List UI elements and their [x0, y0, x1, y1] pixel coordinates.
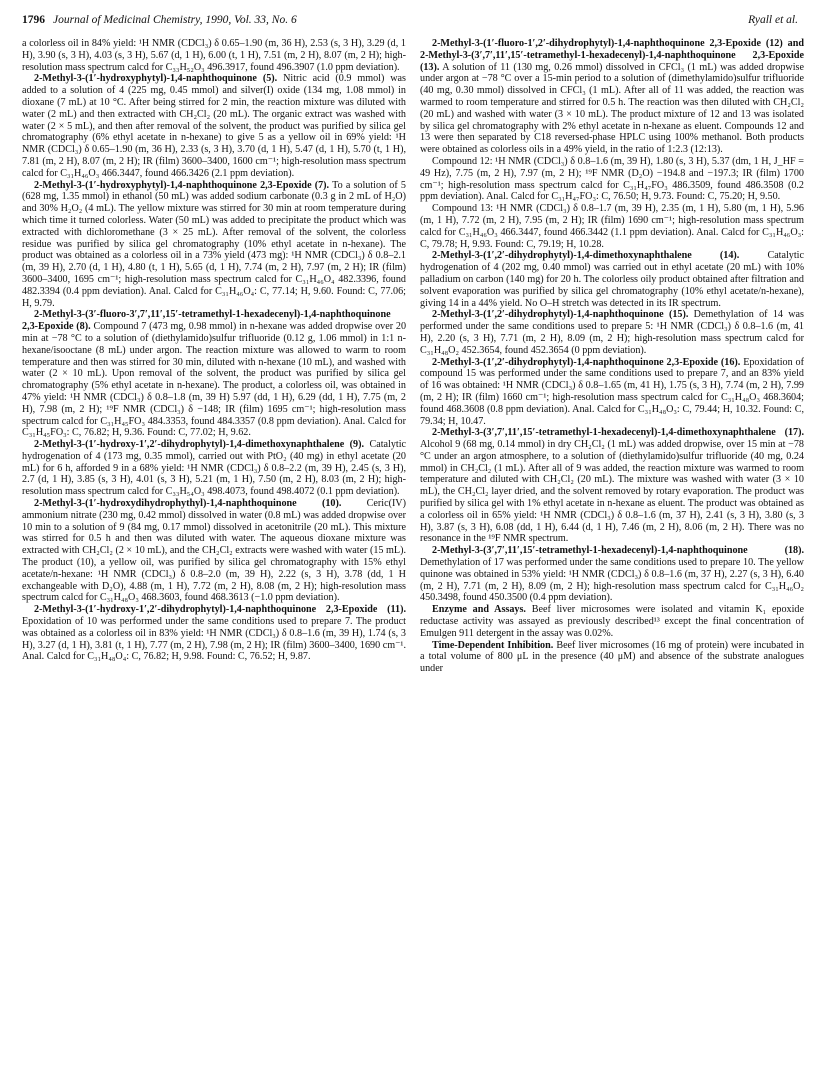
paragraph-title: 2-Methyl-3-(1′-hydroxyphytyl)-1,4-naphthoquinone 2,3-Epoxide (7). — [34, 179, 330, 191]
paragraph — [22, 439, 406, 498]
paragraph — [22, 180, 406, 310]
paragraph-title: 2-Methyl-3-(1′-hydroxy-1′,2′-dihydrophytyl)-1,4-dimethoxynaphthalene (9). — [34, 439, 365, 451]
paragraph-title: 2-Methyl-3-(3′-fluoro-3′,7′,11′,15′-tetramethyl-1-hexadecenyl)-1,4-naphthoquinone 2,3-Epoxide (8). — [22, 309, 391, 333]
paragraph — [420, 156, 804, 203]
journal-citation: Journal of Medicinal Chemistry, 1990, Vol. 33, No. 6 — [53, 14, 297, 26]
header-author: Ryall et al. — [748, 14, 798, 26]
paragraph — [420, 250, 804, 309]
paragraph — [420, 38, 804, 156]
left-column — [22, 38, 406, 663]
paragraph — [420, 604, 804, 639]
paragraph-title: 2-Methyl-3-(1′-hydroxyphytyl)-1,4-naphthoquinone (5). — [34, 73, 278, 85]
paragraph-title: Enzyme and Assays. — [432, 604, 526, 616]
paragraph-text: To a solution of 5 (628 mg, 1.35 mmol) in ethanol (50 mL) was added sodium carbonate (0.3 g in 2 mL of H₂O) and 30% H₂O₂ (4 mL). The yellow mixture was stirred for 30 min at room temperature during which time it turned colorless. Water (50 mL) was added to precipitate the product which was extracted with dichloromethane (3 × 25 mL). After removal of the solvent, the colorless residue was purified by silica gel chromatography (10% ethyl acetate in n-hexane). The product was obtained as a colorless oil in a 73% yield (473 mg): ¹H NMR (CDCl₃) δ 0.8–2.1 (m, 39 H), 2.70 (d, 1 H), 4.80 (t, 1 H), 5.65 (d, 1 H), 7.74 (m, 2 H), 7.97 (m, 2 H); IR (film) 3600–3400, 1695 cm⁻¹; high-resolution mass spectrum calcd for C₃₁H₄₆O₄ 482.3396, found 482.3394 (0.4 ppm deviation). Anal. Calcd for C₃₁H₄₆O₄: C, 77.14; H, 9.60. Found: C, 77.06; H, 9.79. — [22, 179, 406, 309]
paragraph — [420, 309, 804, 356]
paragraph — [22, 38, 406, 73]
paragraph-text: Nitric acid (0.9 mmol) was added to a solution of 4 (225 mg, 0.45 mmol) and silver(I) oxide (134 mg, 1.08 mmol) in dioxane (7 mL) at 10 °C. After being stirred for 2 min, the reaction mixture was diluted with water (2 mL) and then extracted with CH₂Cl₂ (20 mL). The organic extract was washed with water (2 × 5 mL), and then after removal of the solvent, the product was purified by silica gel chromatography (6% ethyl acetate in n-hexane) to give 5 as a yellow oil in 69% yield: ¹H NMR (CDCl₃) δ 0.65–1.90 (m, 36 H), 2.33 (s, 3 H), 3.70 (d, 1 H), 5.47 (d, 1 H), 5.70 (t, 1 H), 7.81 (m, 2 H), 8.07 (m, 2 H); IR (film) 3600–3400, 1600 cm⁻¹; high-resolution mass spectrum calcd for C₃₁H₄₆O₃ 466.3447, found 466.3426 (2.1 ppm deviation). — [22, 73, 406, 179]
paragraph-text: Alcohol 9 (68 mg, 0.14 mmol) in dry CH₂Cl₂ (1 mL) was added dropwise, over 15 min at −78 °C under an argon atmosphere, to a solution of (diethylamido)sulfur trifluoride (40 mg, 0.24 mmol) in CH₂Cl₂ (1 mL). After all of 9 was added, the reaction mixture was warmed to room temperature and diluted with CH₂Cl₂ (20 mL). The mixture was washed with water (3 × 10 mL), the CH₂Cl₂ layer dried, and the solvent removed by rotary evaporation. The product was purified by silica gel with 1% ethyl acetate in n-hexane as eluent. The product was obtained as a colorless oil in 65% yield: ¹H NMR (CDCl₃) δ 0.8–1.6 (m, 37 H), 2.41 (s, 3 H), 3.80 (s, 3 H), 3.87 (s, 3 H), 6.08 (dd, 1 H), 6.44 (d, 1 H), 7.46 (m, 2 H), 8.06 (m, 2 H). There was no resonance in the ¹⁹F NMR spectrum. — [420, 439, 804, 545]
page-number: 1796 — [22, 14, 45, 26]
paragraph-text: a colorless oil in 84% yield: ¹H NMR (CDCl₃) δ 0.65–1.90 (m, 36 H), 2.53 (s, 3 H), 3.29 (d, 1 H), 3.90 (s, 3 H), 4.03 (s, 3 H), 5.67 (d, 1 H), 6.00 (t, 1 H), 7.51 (m, 2 H), 8.07 (m, 2 H); high-resolution mass spectrum calcd for C₃₃H₅₂O₃ 496.3917, found 496.3907 (1.0 ppm deviation). — [22, 38, 406, 73]
paragraph-text: Ceric(IV) ammonium nitrate (230 mg, 0.42 mmol) dissolved in water (0.8 mL) was added dropwise over 10 min to a solution of 9 (84 mg, 0.17 mmol) dissolved in acetonitrile (20 mL). This mixture was stirred for 0.5 h and then was diluted with water. The aqueous dioxane mixture was extracted with CH₂Cl₂ (2 × 10 mL), and the CH₂Cl₂ extracts were washed with water (15 mL). The product (10), a yellow oil, was purified by silica gel chromatography with 15% ethyl acetate/n-hexane: ¹H NMR (CDCl₃) δ 0.8–2.0 (m, 39 H), 2.22 (s, 3 H), 3.78 (dd, 1 H exchangeable with D₂O), 4.88 (m, 1 H), 7.72 (m, 2 H), 8.08 (m, 2 H); high-resolution mass spectrum calcd for C₃₁H₄₈O₃ 468.3603, found 468.3613 (−1.0 ppm deviation). — [22, 498, 406, 604]
paragraph-text: Epoxidation of 10 was performed under the same conditions used to prepare 7. The product was obtained as a colorless oil in 83% yield: ¹H NMR (CDCl₃) δ 0.8–1.6 (m, 39 H), 1.74 (s, 3 H), 3.27 (d, 1 H), 3.81 (t, 1 H), 7.77 (m, 2 H), 7.98 (m, 2 H); IR (film) 3600–3400, 1690 cm⁻¹. Anal. Calcd for C₃₁H₄₈O₄: C, 76.82; H, 9.98. Found: C, 76.52; H, 9.87. — [22, 616, 406, 663]
paragraph-title: 2-Methyl-3-(1′,2′-dihydrophytyl)-1,4-naphthoquinone 2,3-Epoxide (16). — [432, 356, 741, 368]
paragraph — [420, 427, 804, 545]
paragraph-title: 2-Methyl-3-(1′-hydroxydihydrophythyl)-1,4-naphthoquinone (10). — [34, 498, 342, 510]
paragraph-title: 2-Methyl-3-(1′,2′-dihydrophytyl)-1,4-dimethoxynaphthalene (14). — [432, 250, 740, 262]
paragraph-text: Demethylation of 17 was performed under the same conditions used to prepare 10. The yellow quinone was obtained in 53% yield: ¹H NMR (CDCl₃) δ 0.8–1.6 (m, 37 H), 2.27 (s, 3 H), 6.40 (m, 2 H), 7.71 (m, 2 H), 8.09 (m, 2 H); high-resolution mass spectrum calcd for C₃₁H₄₆O₂ 450.3498, found 450.3500 (0.4 ppm deviation). — [420, 557, 804, 604]
paragraph-title: 2-Methyl-3-(1′,2′-dihydrophytyl)-1,4-naphthoquinone (15). — [432, 309, 689, 321]
paragraph — [420, 357, 804, 428]
paragraph-title: Time-Dependent Inhibition. — [432, 639, 554, 651]
paragraph — [22, 309, 406, 439]
paragraph — [22, 604, 406, 663]
paragraph-title: 2-Methyl-3-(3′,7′,11′,15′-tetramethyl-1-hexadecenyl)-1,4-dimethoxynaphthalene (17). — [432, 427, 804, 439]
paragraph — [22, 73, 406, 179]
paragraph — [22, 498, 406, 604]
paragraph-text: Epoxidation of compound 15 was performed under the same conditions used to prepare 7, and an 83% yield of 16 was obtained: ¹H NMR (CDCl₃) δ 0.8–1.65 (m, 41 H), 1.75 (s, 3 H), 7.74 (m, 2 H), 7.99 (m, 2 H); IR (film) 1660 cm⁻¹; high-resolution mass spectrum calcd for C₃₁H₄₈O₃ 468.3604; found 468.3608 (0.8 ppm deviation). Anal. Calcd for C₃₁H₄₈O₃: C, 79.44; H, 10.32. Found: C, 79.34; H, 10.47. — [420, 356, 804, 427]
paragraph-text: Demethylation of 14 was performed under the same conditions used to prepare 5: ¹H NMR (CDCl₃) δ 0.8–1.6 (m, 41 H), 2.20 (s, 3 H), 7.71 (m, 2 H), 8.09 (m, 2 H); high-resolution mass spectrum calcd for C₃₁H₄₈O₂ 452.3654, found 452.3654 (0 ppm deviation). — [420, 309, 804, 356]
paragraph-title: 2-Methyl-3-(1′-fluoro-1′,2′-dihydrophytyl)-1,4-naphthoquinone 2,3-Epoxide (12) and 2-Methyl-3-(3′,7′,11′,15′-tetramethyl-1-hexadecenyl)-1,4-naphthoquinone 2,3-Epoxide (13). — [420, 38, 804, 73]
paragraph-title: 2-Methyl-3-(1′-hydroxy-1′,2′-dihydrophytyl)-1,4-naphthoquinone 2,3-Epoxide (11). — [34, 604, 406, 616]
paragraph-text: Catalytic hydrogenation of 4 (202 mg, 0.40 mmol) was carried out in ethyl acetate (20 mL) with 10% palladium on carbon (140 mg) for 20 h. The colorless oily product obtained after filtration and solvent evaporation was purified by silica gel chromatography (10% ethyl acetate/n-hexane), giving 14 in a 44% yield. No O–H stretch was detected in its IR spectrum. — [420, 250, 804, 309]
paragraph — [420, 203, 804, 250]
page-header — [22, 14, 798, 32]
paragraph-text: Beef liver microsomes (16 mg of protein) were incubated in a total volume of 800 μL in the presence (40 μM) and absence of the substrate analogues under — [420, 639, 805, 675]
paragraph-text: A solution of 11 (130 mg, 0.26 mmol) dissolved in CFCl₃ (1 mL) was added dropwise under argon at −78 °C over a 15-min period to a solution of (dimethylamido)sulfur trifluoride (40 mg, 0.30 mmol) dissolved in CFCl₃ (1 mL). After all of 11 was added, the reaction was warmed to room temperature and stirred for 0.5 h. The reaction was then diluted with CH₂Cl₂ (20 mL) and washed with water (3 × 10 mL). The product mixture of 12 and 13 was isolated by silica gel chromatography with 2% ethyl acetate in n-hexane as eluent. Compounds 12 and 13 were then separated by C18 reversed-phase HPLC using 100% methanol. Both products were obtained as colorless oils in a 49% yield, in the ratio of 1:2.3 (12:13). — [420, 61, 804, 156]
paragraph-text: Catalytic hydrogenation of 4 (173 mg, 0.35 mmol), carried out with PtO₂ (40 mg) in ethyl acetate (20 mL) for 6 h, afforded 9 in a 68% yield: ¹H NMR (CDCl₃) δ 0.8–2.2 (m, 39 H), 2.45 (s, 3 H), 2.7 (d, 1 H), 3.85 (s, 3 H), 4.01 (s, 3 H), 5.21 (m, 1 H), 7.50 (m, 2 H), 8.03 (m, 2 H); high-resolution mass spectrum calcd for C₃₃H₅₄O₃ 498.4073, found 498.4072 (0.1 ppm deviation). — [22, 439, 407, 498]
header-left — [22, 14, 297, 26]
paragraph-text: Compound 13: ¹H NMR (CDCl₃) δ 0.8–1.7 (m, 39 H), 2.35 (m, 1 H), 5.80 (m, 1 H), 5.96 (m, 1 H), 7.72 (m, 2 H), 7.95 (m, 2 H); IR (film) 1690 cm⁻¹; high-resolution mass spectrum calcd for C₃₁H₄₆O₃ 466.3447, found 466.3442 (1.1 ppm deviation). Anal. Calcd for C₃₁H₄₆O₃: C, 79.78; H, 9.93. Found: C, 79.19; H, 10.28. — [420, 203, 804, 250]
paragraph — [420, 640, 804, 675]
paragraph-title: 2-Methyl-3-(3′,7′,11′,15′-tetramethyl-1-hexadecenyl)-1,4-naphthoquinone (18). — [432, 545, 804, 557]
paragraph — [420, 545, 804, 604]
paragraph-text: Compound 7 (473 mg, 0.98 mmol) in n-hexane was added dropwise over 20 min at −78 °C to a solution of (diethylamido)sulfur trifluoride (0.12 g, 1.06 mmol) in 1:1 n-hexane/isooctane (8 mL) under argon. The reaction mixture was allowed to warm to room temperature and then was stirred for 30 min, diluted with n-hexane (10 mL), and washed with water (2 × 10 mL). Upon removal of the solvent, the product was purified by silica gel chromatography (5% ethyl acetate in n-hexane). The product, a colorless oil, was obtained in 47% yield: ¹H NMR (CDCl₃) δ 0.8–1.8 (m, 39 H) 5.97 (dd, 1 H), 6.29 (dd, 1 H), 7.75 (m, 2 H), 7.98 (m, 2 H); ¹⁹F NMR (CDCl₃) δ −148; IR (film) 1695 cm⁻¹; high-resolution mass spectrum calcd for C₃₁H₄₅FO₃ 484.3353, found 484.3357 (0.8 ppm deviation). Anal. Calcd for C₃₁H₄₅FO₃: C, 76.82; H, 9.36. Found: C, 77.02; H, 9.62. — [22, 321, 407, 439]
paragraph-text: Beef liver microsomes were isolated and vitamin K₁ epoxide reductase activity was assayed as previously described¹³ except the final concentration of Emulgen 911 detergent in the assay was 0.02%. — [420, 604, 804, 639]
right-column — [420, 38, 804, 675]
paragraph-text: Compound 12: ¹H NMR (CDCl₃) δ 0.8–1.6 (m, 39 H), 1.80 (s, 3 H), 5.37 (dm, 1 H, J_HF = 49 Hz), 7.75 (m, 2 H), 7.97 (m, 2 H); ¹⁹F NMR (D₂O) −194.8 and −197.3; IR (film) 1700 cm⁻¹; high-resolution mass spectrum calcd for C₃₁H₄₇FO₃ 486.3509, found 486.3508 (0.2 ppm deviation). Anal. Calcd for C₃₁H₄₇FO₃: C, 76.50; H, 9.73. Found: C, 75.20; H, 9.50. — [420, 155, 804, 203]
